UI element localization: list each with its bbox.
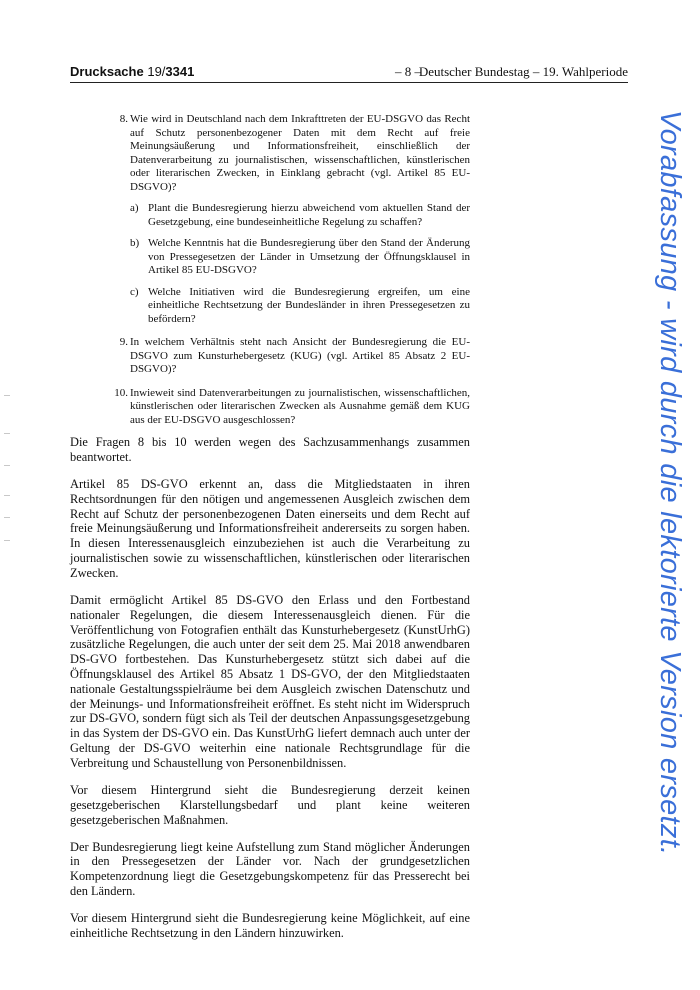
question-8-sub-b [70, 237, 470, 278]
doc-number-prefix: 19/ [147, 64, 166, 79]
answer-paragraph: Vor diesem Hintergrund sieht die Bundesregierung keine Möglichkeit, auf eine einheitliche Rechtsetzung in den Ländern hinzuwirken. [70, 911, 470, 941]
answer-paragraph: Der Bundesregierung liegt keine Aufstellung zum Stand möglicher Änderungen in den Pressegesetzen der Länder vor. Nach der grundgesetzlichen Kompetenzordnung liegt die Gesetzgebungskompetenz für das Presserecht bei den Ländern. [70, 839, 470, 899]
answer-paragraph: Artikel 85 DS-GVO erkennt an, dass die Mitgliedstaaten in ihren Rechtsordnungen für den nötigen und angemessenen Ausgleich zwischen dem Recht auf Schutz der personenbezogenen Daten einerseits und dem Recht auf freie Meinungsäußerung und Informationsfreiheit andererseits zu sorgen haben. In diesen Interessenausgleich einzubeziehen ist auch die Verarbeitung zu journalistischen sowie zu wissenschaftlichen, künstlerischen oder literarischen Zwecken. [70, 476, 470, 580]
margin-mark [4, 395, 10, 396]
doc-number-main: 3341 [165, 64, 195, 79]
answer-paragraph: Vor diesem Hintergrund sieht die Bundesregierung derzeit keinen gesetzgeberischen Klarstellungsbedarf und plant keine weiteren gesetzgeberischen Maßnahmen. [70, 782, 470, 827]
question-number: 8. [119, 113, 128, 125]
question-10 [70, 387, 470, 428]
sub-letter: a) [130, 202, 139, 214]
draft-watermark: Vorabfassung - wird durch die lektorierte Version ersetzt. [654, 110, 686, 856]
institution-label: Deutscher Bundestag – 19. Wahlperiode [418, 64, 628, 79]
sub-letter: c) [130, 285, 139, 298]
sub-text: Welche Initiativen wird die Bundesregierung ergreifen, um eine einheitliche Rechtsetzung der Bundesländer in ihren Pressegesetzen zu befördern? [148, 285, 470, 325]
answer-paragraph: Die Fragen 8 bis 10 werden wegen des Sachzusammenhangs zusammen beantwortet. [70, 435, 470, 464]
question-9 [70, 336, 470, 377]
sub-letter: b) [130, 237, 140, 249]
question-text: Wie wird in Deutschland nach dem Inkrafttreten der EU-DSGVO das Recht auf Schutz personenbezogener Daten mit dem Recht auf freie Meinungsäußerung und Informationsfreiheit, einschließlich der Datenverarbeitung zu journalistischen, wissenschaftlichen, künstlerischen oder literarischen Zwecken, in Einklang gebracht (vgl. Artikel 85 EU-DSGVO)? [130, 113, 470, 193]
margin-scan-marks [4, 395, 12, 545]
question-number: 10. [114, 386, 128, 399]
question-text: In welchem Verhältnis steht nach Ansicht der Bundesregierung die EU-DSGVO zum Kunsturhebergesetz (KUG) (vgl. Artikel 85 Absatz 2 EU-DSGVO)? [130, 336, 470, 375]
page-header [70, 62, 628, 83]
question-text: Inwieweit sind Datenverarbeitungen zu journalistischen, wissenschaftlichen, künstlerischen oder literarischen Zwecken als Ausnahme gemäß dem KUG aus der EU-DSGVO ausgeschlossen? [130, 386, 470, 426]
margin-mark [4, 495, 10, 496]
question-number: 9. [119, 336, 128, 348]
sub-text: Welche Kenntnis hat die Bundesregierung über den Stand der Änderung von Pressegesetzen der Länder in Umsetzung der Öffnungsklausel in Artikel 85 EU-DSGVO? [148, 237, 470, 276]
sub-text: Plant die Bundesregierung hierzu abweichend vom aktuellen Stand der Gesetzgebung, eine bundeseinheitliche Regelung zu schaffen? [148, 202, 470, 228]
margin-mark [4, 517, 10, 518]
page-body [70, 113, 470, 948]
question-8-sub-c [70, 286, 470, 327]
doc-label: Drucksache [70, 64, 144, 79]
document-number [70, 64, 194, 79]
margin-mark [4, 540, 10, 541]
question-8 [70, 113, 470, 194]
question-8-sub-a [70, 202, 470, 229]
margin-mark [4, 433, 10, 434]
margin-mark [4, 465, 10, 466]
page-number: – 8 – [395, 64, 421, 79]
answer-paragraph: Damit ermöglicht Artikel 85 DS-GVO den Erlass und den Fortbestand nationaler Regelungen, die diesem Interessenausgleich dienen. Für die Veröffentlichung von Fotografien enthält das Kunsturhebergesetz (KunstUrhG) zusätzliche Regelungen, die auch unter der seit dem 25. Mai 2018 anwendbaren DS-GVO fortbestehen. Das Kunsturhebergesetz stützt sich dabei auf die Öffnungsklausel des Artikel 85 Absatz 1 DS-GVO, der den Mitgliedstaaten nationale Gestaltungsspielräume bei dem Ausgleich zwischen Datenschutz und der Meinungs- und Informationsfreiheit eröffnet. Es steht nicht im Widerspruch zur DS-GVO, sondern fügt sich als Teil der deutschen Anpassungsgesetzgebung in das System der DS-GVO ein. Das KunstUrhG liefert demnach auch unter der Geltung der DS-GVO weiterhin eine nationale Rechtsgrundlage für die Verbreitung und Schaustellung von Personenbildnissen. [70, 592, 470, 770]
